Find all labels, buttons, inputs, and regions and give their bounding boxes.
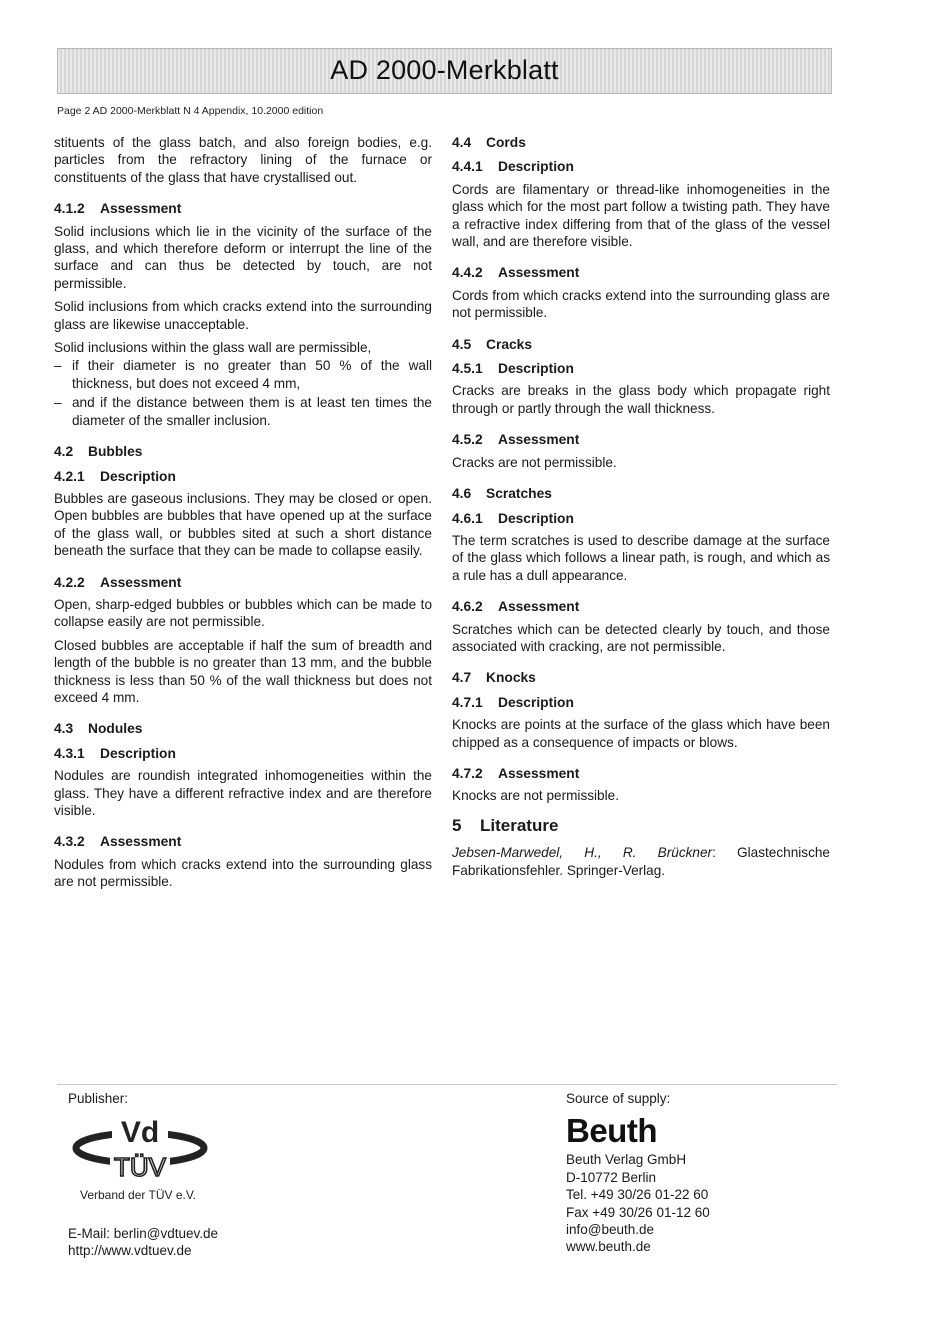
literature-reference: [452, 844, 830, 879]
publisher-label: Publisher:: [68, 1091, 129, 1106]
paragraph: Closed bubbles are acceptable if half the sum of breadth and length of the bubble is no greater than 13 mm, and the bubble thickness is less than 50 % of the wall thickness but does not exceed 4 mm.: [54, 637, 432, 705]
footer-divider: [57, 1084, 837, 1085]
heading-4-6-2: 4.6.2 Assessment: [452, 599, 580, 615]
heading-4-2-2: 4.2.2 Assessment: [54, 574, 182, 590]
paragraph: Cracks are breaks in the glass body which propagate right through or partly through the wall thickness.: [452, 383, 830, 416]
email-text: E-Mail: berlin@vdtuev.de: [68, 1226, 219, 1241]
paragraph: Knocks are points at the surface of the glass which have been chipped as a consequence of impacts or blows.: [452, 717, 830, 750]
heading-5-literature: 5 Literature: [452, 815, 559, 835]
paragraph: Cords from which cracks extend into the surrounding glass are not permissible.: [452, 287, 830, 321]
paragraph: Solid inclusions within the glass wall are permissible,: [54, 340, 372, 356]
reference-authors: Jebsen-Marwedel, H., R. Brückner: [452, 845, 713, 861]
list-item: – and if the distance between them is at least ten times the diameter of the smaller inclusion.: [54, 394, 432, 429]
supply-block: [566, 1090, 710, 1256]
reference-title: : Glastechnische Fabrikationsfehler. Springer-Verlag.: [452, 845, 830, 878]
logo-caption: Verband der TÜV e.V.: [80, 1188, 197, 1202]
heading-4-7-2: 4.7.2 Assessment: [452, 765, 580, 781]
heading-4-4-2: 4.4.2 Assessment: [452, 265, 580, 281]
paragraph: Nodules from which cracks extend into the surrounding glass are not permissible.: [54, 856, 432, 890]
header-banner: [57, 48, 832, 94]
supply-line: D-10772 Berlin: [566, 1169, 657, 1185]
paragraph: Cracks are not permissible.: [452, 454, 617, 470]
heading-4-1-2: 4.1.2 Assessment: [54, 201, 182, 217]
paragraph: Cords are filamentary or thread-like inhomogeneities in the glass which for the most part follow a twisting path. They have a refractive index differing from that of the glass of the vessel wall, and are therefore visible.: [452, 181, 830, 250]
heading-4-6: 4.6 Scratches: [452, 486, 552, 502]
heading-4-5-1: 4.5.1 Description: [452, 361, 574, 377]
heading-4-3: 4.3 Nodules: [54, 721, 143, 737]
supply-line: Beuth Verlag GmbH: [566, 1152, 687, 1168]
website-text: http://www.vdtuev.de: [68, 1243, 192, 1258]
heading-4-5: 4.5 Cracks: [452, 336, 533, 352]
heading-4-3-2: 4.3.2 Assessment: [54, 834, 182, 850]
supply-line: Fax +49 30/26 01-12 60: [566, 1204, 710, 1220]
beuth-logo: Beuth: [566, 1112, 657, 1150]
vdtuev-logo: [70, 1114, 210, 1182]
heading-4-6-1: 4.6.1 Description: [452, 510, 574, 526]
condition-list: [54, 357, 432, 429]
heading-4-7-1: 4.7.1 Description: [452, 694, 574, 710]
left-column: [54, 134, 432, 897]
svg-text:Vd: Vd: [120, 1116, 160, 1149]
supply-line: www.beuth.de: [566, 1239, 651, 1255]
heading-4-7: 4.7 Knocks: [452, 670, 536, 686]
publisher-block: [68, 1090, 128, 1113]
heading-4-3-1: 4.3.1 Description: [54, 745, 176, 761]
heading-4-5-2: 4.5.2 Assessment: [452, 432, 580, 448]
paragraph: Bubbles are gaseous inclusions. They may be closed or open. Open bubbles are bubbles that have opened up at the surface of the glass wall, or bubbles sited at such a short distance beneath the surface that they can be made to collapse easily.: [54, 490, 432, 559]
supply-line: Tel. +49 30/26 01-22 60: [566, 1187, 709, 1203]
intro-paragraph: stituents of the glass batch, and also foreign bodies, e.g. particles from the refractory lining of the furnace or constituents of the glass that have crystallised out.: [54, 135, 432, 185]
right-column: [452, 134, 830, 885]
paragraph: Solid inclusions which lie in the vicinity of the surface of the glass, and which therefore deform or interrupt the line of the surface and can thus be detected by touch, are not permissible.: [54, 223, 432, 291]
heading-4-2-1: 4.2.1 Description: [54, 468, 176, 484]
heading-4-4: 4.4 Cords: [452, 135, 526, 150]
heading-4-2: 4.2 Bubbles: [54, 444, 143, 460]
paragraph: The term scratches is used to describe damage at the surface of the glass which follows a linear path, is rough, and which as a rule has a dull appearance.: [452, 532, 830, 583]
paragraph: Scratches which can be detected clearly by touch, and those associated with cracking, are not permissible.: [452, 621, 830, 654]
banner-title: AD 2000-Merkblatt: [330, 55, 559, 85]
page-reference: Page 2 AD 2000-Merkblatt N 4 Appendix, 10.2000 edition: [57, 105, 324, 117]
paragraph: Open, sharp-edged bubbles or bubbles which can be made to collapse easily are not permissible.: [54, 596, 432, 630]
svg-text:TÜV: TÜV: [114, 1152, 166, 1182]
heading-4-4-1: 4.4.1 Description: [452, 159, 574, 175]
paragraph: Nodules are roundish integrated inhomogeneities within the glass. They have a different refractive index and are therefore visible.: [54, 768, 432, 818]
supply-label: Source of supply:: [566, 1091, 671, 1106]
list-item: – if their diameter is no greater than 50 % of the wall thickness, but does not exceed 4 mm,: [54, 357, 432, 392]
paragraph: Solid inclusions from which cracks extend into the surrounding glass are likewise unacceptable.: [54, 299, 432, 332]
publisher-contact: [68, 1225, 218, 1259]
paragraph: Knocks are not permissible.: [452, 788, 619, 804]
supply-line: info@beuth.de: [566, 1222, 655, 1238]
